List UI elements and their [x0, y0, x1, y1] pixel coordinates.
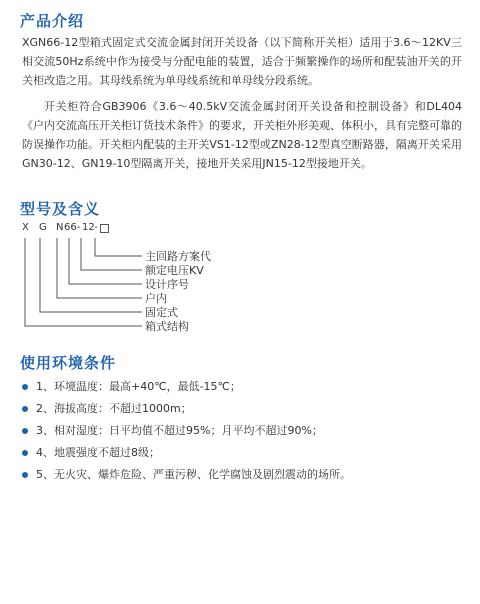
code-voltage: 12 [82, 222, 95, 233]
bullet-dot-icon [22, 450, 28, 456]
code-x: X [22, 222, 29, 233]
tree-line-scheme [95, 238, 142, 256]
tree-label-indoor: 户内 [145, 292, 167, 305]
code-dash-2: - [94, 222, 98, 233]
code-dash-1: - [77, 222, 81, 233]
tree-line-indoor [57, 238, 142, 298]
list-item: 4、地震强度不超过8级； [22, 444, 351, 462]
bullet-dot-icon [22, 428, 28, 434]
tree-label-scheme: 主回路方案代 [145, 250, 211, 263]
tree-line-fixed [40, 238, 142, 312]
bullet-dot-icon [22, 406, 28, 412]
list-item: 3、相对湿度：日平均值不超过95%；月平均不超过90%； [22, 422, 351, 440]
tree-label-voltage: 额定电压KV [145, 264, 204, 277]
tree-line-box [25, 238, 142, 326]
env-list [22, 378, 351, 488]
tree-label-fixed: 固定式 [145, 306, 178, 319]
tree-label-design: 设计序号 [145, 278, 189, 291]
bullet-dot-icon [22, 384, 28, 390]
list-item: 1、环境温度：最高+40℃，最低-15℃； [22, 378, 351, 396]
list-item: 5、无火灾、爆炸危险、严重污秽、化学腐蚀及剧烈震动的场所。 [22, 466, 351, 484]
intro-paragraph-2: 开关柜符合GB3906《3.6～40.5kV交流金属封闭开关设备和控制设备》和DL404《户内交流高压开关柜订货技术条件》的要求，开关柜外形美观、体积小，具有完整可靠的防误操作功能。开关柜内配装的主开关VS1-12型或ZN28-12型真空断路器，隔离开关采用GN30-12、GN19-10型隔离开关，接地开关采用JN15-12型接地开关。 [22, 100, 462, 170]
section-title-env: 使用环境条件 [20, 354, 117, 372]
code-number: 66 [64, 222, 77, 233]
code-n: N [56, 222, 64, 233]
section-title-model: 型号及含义 [20, 200, 101, 218]
code-g: G [39, 222, 47, 233]
intro-paragraph-1: XGN66-12型箱式固定式交流金属封闭开关设备（以下简称开关柜）适用于3.6～12KV三相交流50Hz系统中作为接受与分配电能的装置，适合于频繁操作的场所和配装油开关的开关柜改造之用。其母线系统为单母线系统和单母线分段系统。 [22, 36, 462, 87]
list-item: 2、海拔高度：不超过1000m； [22, 400, 351, 418]
tree-line-design [69, 238, 142, 284]
tree-line-voltage [81, 238, 142, 270]
tree-label-box: 箱式结构 [145, 320, 189, 333]
bullet-dot-icon [22, 472, 28, 478]
section-title-intro: 产品介绍 [20, 12, 85, 30]
